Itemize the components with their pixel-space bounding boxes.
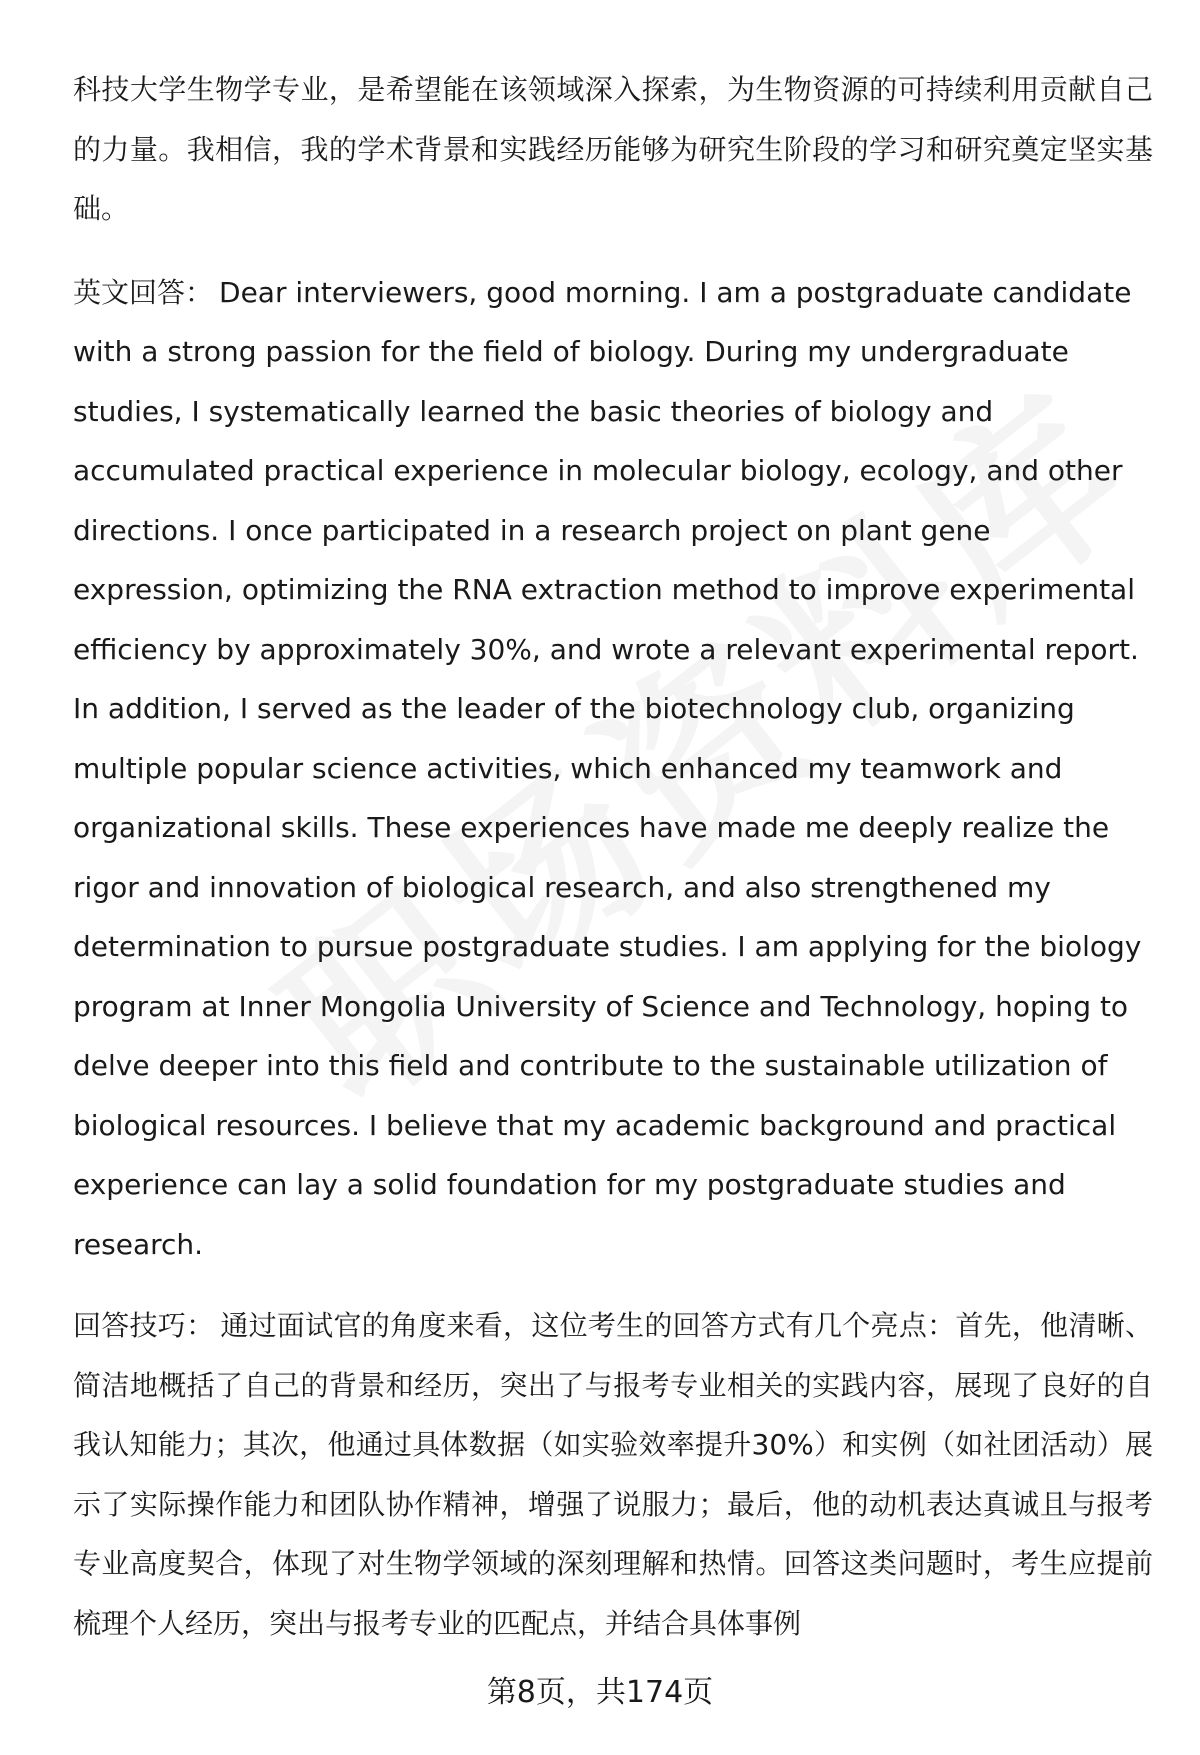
answer-tips-paragraph [73,1296,1153,1653]
page-footer [0,1673,1200,1713]
english-answer-paragraph [73,263,1153,1275]
answer-tips-text: 通过面试官的角度来看，这位考生的回答方式有几个亮点：首先，他清晰、简洁地概括了自己的背景和经历，突出了与报考专业相关的实践内容，展现了良好的自我认知能力；其次，他通过具体数据（如实验效率提升30%）和实例（如社团活动）展示了实际操作能力和团队协作精神，增强了说服力；最后，他的动机表达真诚且与报考专业高度契合，体现了对生物学领域的深刻理解和热情。回答这类问题时，考生应提前梳理个人经历，突出与报考专业的匹配点，并结合具体事例 [73,1309,1153,1640]
page-indicator: 第8页，共174页 [486,1675,714,1710]
answer-tips-label: 回答技巧： [73,1309,215,1342]
intro-paragraph [73,60,1153,239]
intro-paragraph-text: 科技大学生物学专业，是希望能在该领域深入探索，为生物资源的可持续利用贡献自己的力量。我相信，我的学术背景和实践经历能够为研究生阶段的学习和研究奠定坚实基础。 [73,73,1153,225]
english-answer-text: Dear interviewers, good morning. I am a postgraduate candidate with a strong passion for the field of biology. During my undergraduate studies, I systematically learned the basic theories of biology and accumulated practical experience in molecular biology, ecology, and other directions. I once participated in a research project on plant gene expression, optimizing the RNA extraction method to improve experimental efficiency by approximately 30%, and wrote a relevant experimental report. In addition, I served as the leader of the biotechnology club, organizing multiple popular science activities, which enhanced my teamwork and organizational skills. These experiences have made me deeply realize the rigor and innovation of biological research, and also strengthened my determination to pursue postgraduate studies. I am applying for the biology program at Inner Mongolia University of Science and Technology, hoping to delve deeper into this field and contribute to the sustainable utilization of biological resources. I believe that my academic background and practical experience can lay a solid foundation for my postgraduate studies and research. [73,275,1142,1261]
english-answer-label: 英文回答： [73,275,214,309]
page-content [73,60,1153,1653]
